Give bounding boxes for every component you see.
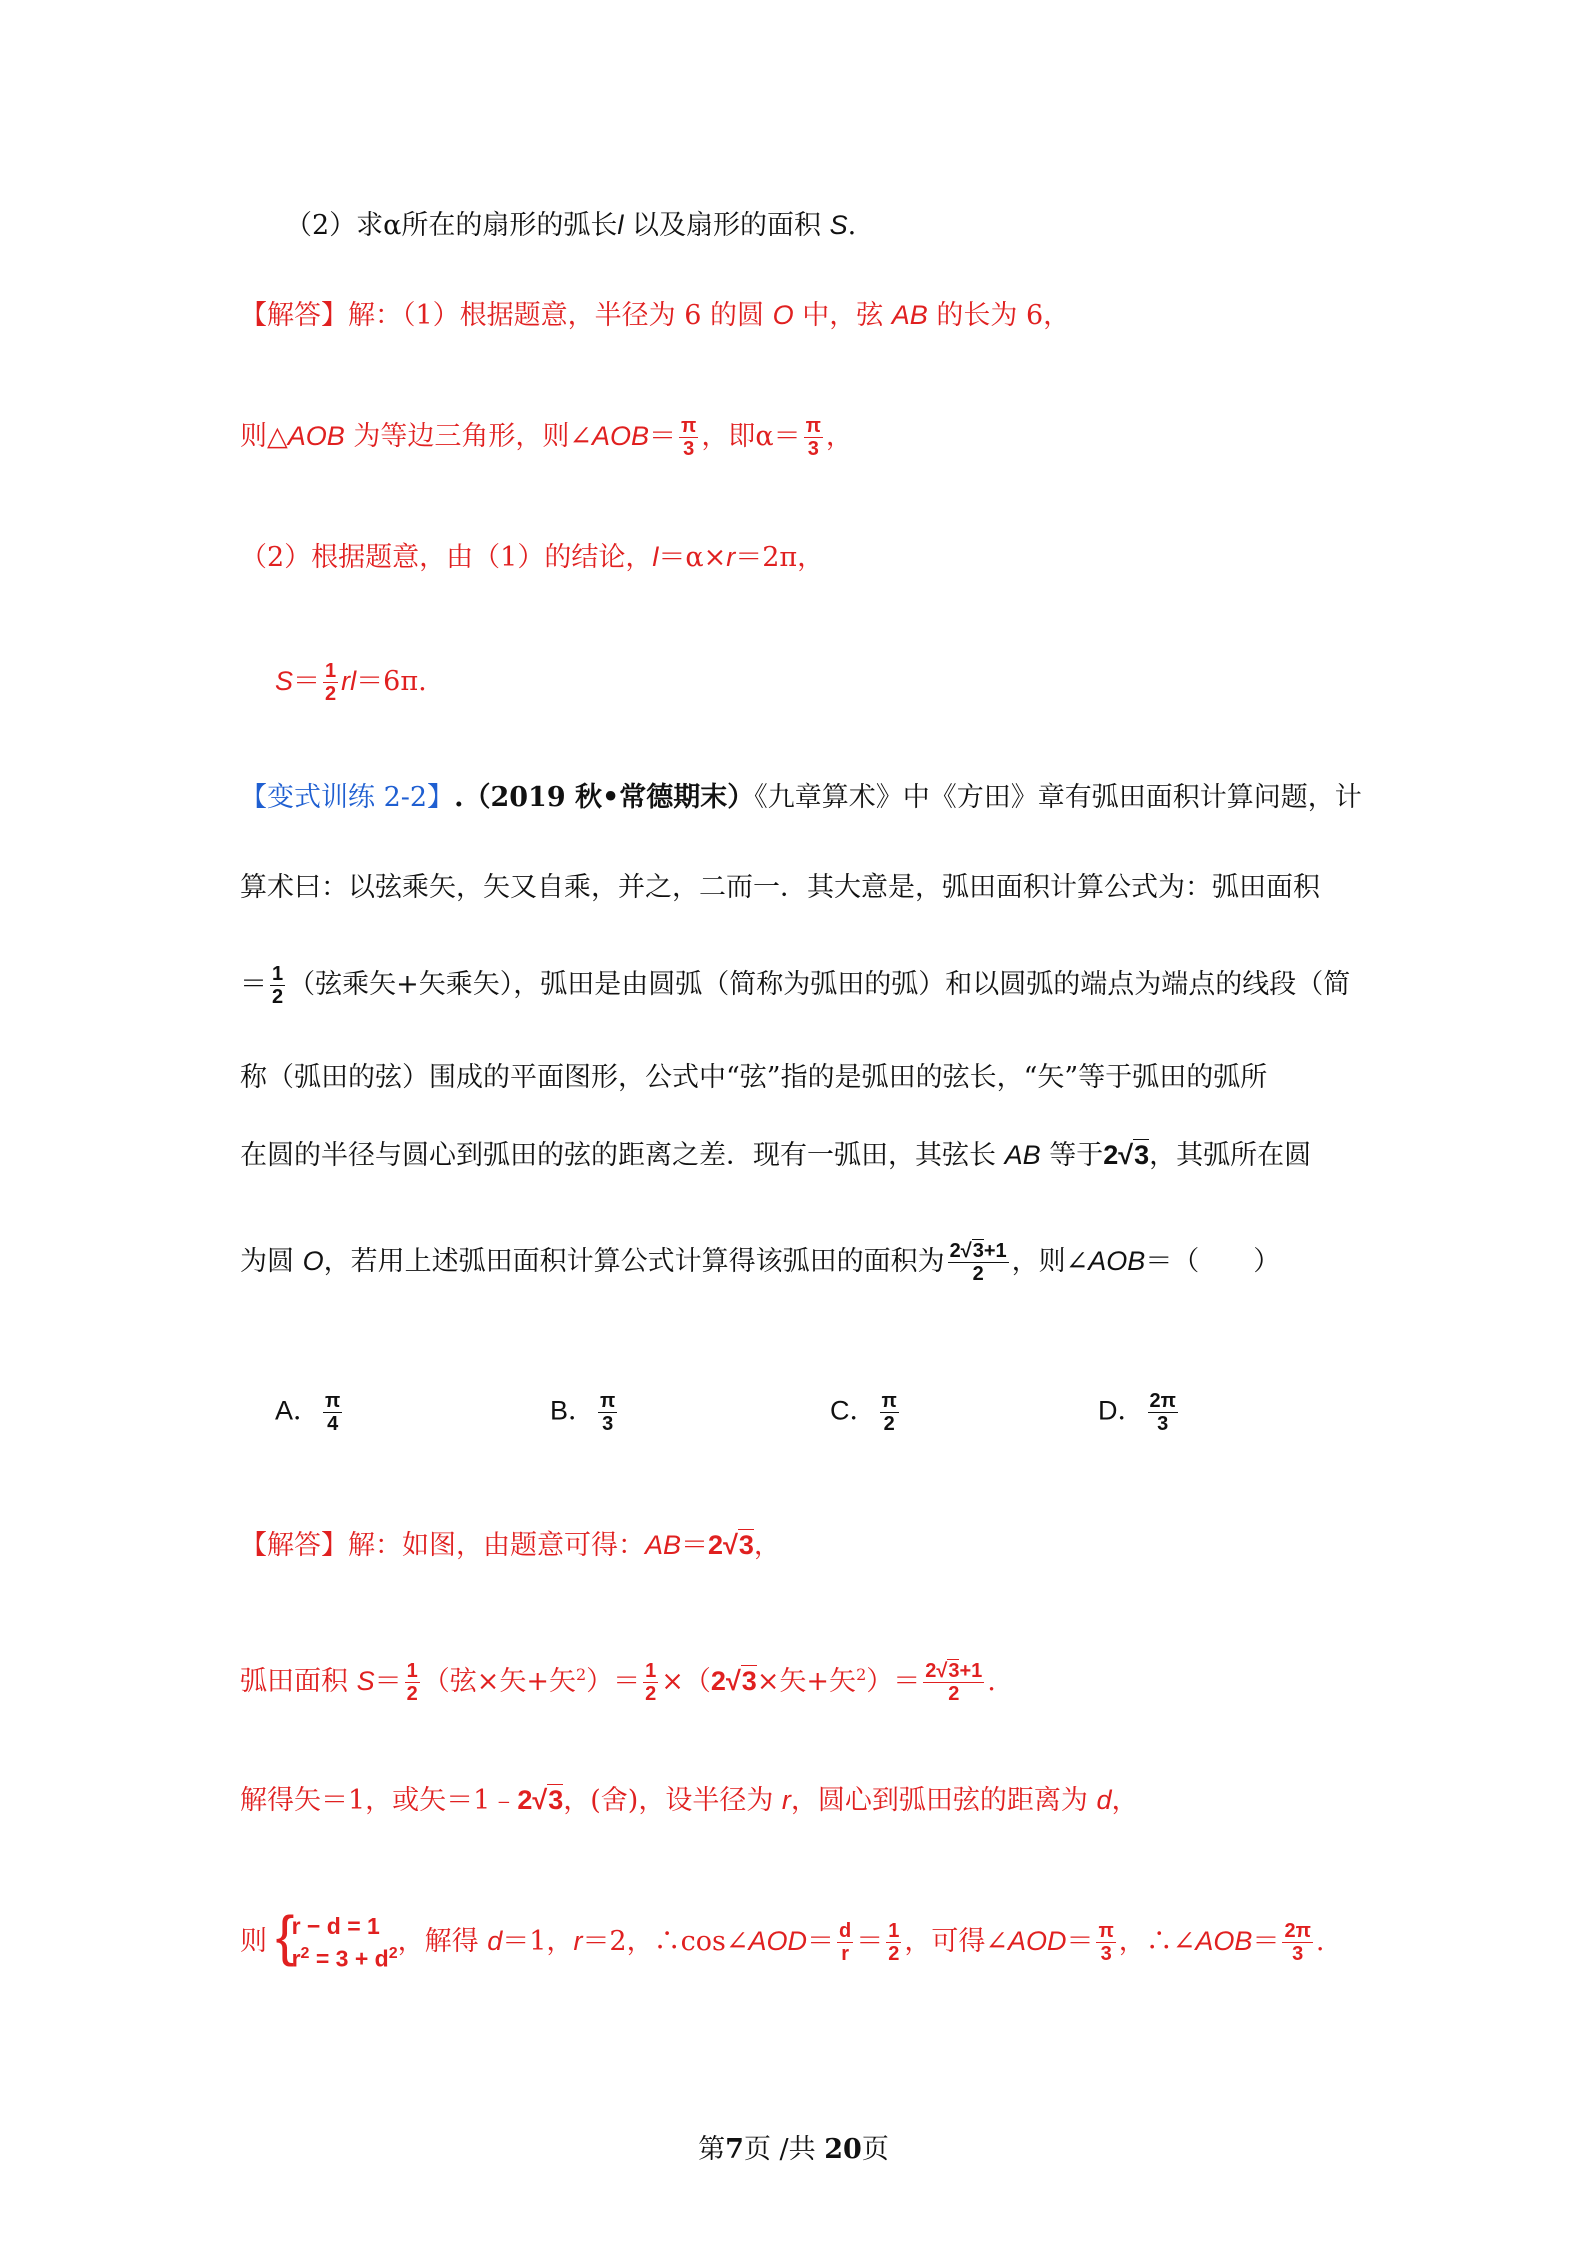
var-s: S	[275, 666, 294, 696]
denominator: 2	[272, 986, 284, 1008]
option-label: D．	[1098, 1395, 1145, 1426]
text: 等于	[1040, 1140, 1104, 1171]
coefficient: 2	[1103, 1140, 1119, 1170]
text: 解：如图，由题意可得：	[348, 1530, 645, 1561]
numerator: 1	[406, 1660, 418, 1682]
text: 解：（1）根据题意，半径为 6 的圆	[348, 300, 773, 331]
answer2-line-2	[240, 1655, 1355, 1705]
text: .	[1315, 1925, 1325, 1957]
radicand: 3	[1134, 1140, 1150, 1170]
answer-tag: 【解答】	[240, 300, 348, 331]
coefficient: 2	[949, 1240, 961, 1262]
radicand: 3	[738, 1530, 754, 1560]
fraction	[880, 1390, 899, 1435]
denominator: 3	[1148, 1412, 1178, 1435]
fraction	[405, 1660, 420, 1705]
denominator: 2	[325, 683, 337, 705]
fraction	[323, 1390, 342, 1435]
text: ＝	[374, 1666, 402, 1697]
var-aob: AOB	[287, 421, 345, 451]
exponent: 2	[575, 1665, 587, 1684]
text: ＝1，	[502, 1925, 574, 1957]
denominator: 2	[406, 1683, 418, 1705]
numerator: 1	[325, 660, 337, 682]
text: （2）求α所在的扇形的弧长	[285, 210, 618, 241]
exponent: 2	[856, 1665, 867, 1684]
var-d: d	[1096, 1785, 1112, 1815]
text: ＝α×	[658, 542, 727, 573]
text: ＝	[649, 421, 677, 452]
sqrt-expression: 2√3	[517, 1785, 564, 1815]
exercise-title	[240, 778, 1362, 818]
denominator: 4	[323, 1412, 342, 1435]
answer-line-3	[240, 537, 1355, 578]
text: 则	[240, 1925, 276, 1957]
text: ，即α＝	[701, 421, 801, 452]
fraction	[643, 1660, 658, 1705]
text: ）＝	[866, 1666, 921, 1697]
denominator: 3	[1100, 1942, 1112, 1965]
text: 算术曰：以弦乘矢，矢又自乘，并之，二而一．其大意是，弧田面积计算公式为：弧田面积	[240, 872, 1320, 903]
text: 弧田面积	[240, 1666, 357, 1697]
term: r	[291, 1945, 301, 1972]
denominator: 2	[948, 1683, 960, 1705]
var-s: S	[829, 210, 848, 240]
numerator: d	[839, 1919, 852, 1942]
var-ab: AB	[891, 300, 928, 330]
text: ，圆心到弧田弦的距离为	[790, 1785, 1097, 1816]
numerator: π	[881, 1390, 897, 1412]
radicand: 3	[948, 1660, 960, 1682]
denominator: 2	[888, 1942, 900, 1965]
numerator: 1	[645, 1660, 657, 1682]
text: ，其弧所在圆	[1149, 1140, 1312, 1171]
fraction	[1282, 1920, 1312, 1965]
text: 页	[861, 2134, 889, 2165]
denominator: 2	[880, 1412, 899, 1435]
equation-system	[275, 1904, 398, 1973]
text: 第	[698, 2134, 726, 2165]
text: ×矢+矢	[756, 1666, 857, 1697]
text: .	[987, 1666, 996, 1697]
text: 《九章算术》中《方田》章有弧田面积计算问题，计	[754, 782, 1362, 813]
fraction	[1096, 1920, 1115, 1965]
exercise-text-line	[240, 868, 1355, 908]
var-d: d	[487, 1925, 503, 1956]
var-aob: AOB	[592, 421, 650, 451]
fraction	[1148, 1390, 1178, 1435]
text: 为等边三角形，则∠	[344, 421, 593, 452]
fraction	[886, 1920, 901, 1965]
text: ，	[753, 1530, 781, 1561]
text: ＝	[293, 666, 321, 697]
term: = 3 + d	[309, 1945, 389, 1972]
exercise-source: .（2019 秋•常德期末）	[454, 782, 755, 813]
total-page-count: 20	[824, 2134, 862, 2165]
sqrt-expression: 2√3	[708, 1530, 754, 1560]
question-part-2	[285, 205, 1400, 246]
sqrt-expression: 2√3	[1103, 1140, 1150, 1170]
numerator: 2√3+1	[949, 1240, 1007, 1262]
option-d[interactable]	[1098, 1390, 1181, 1435]
denominator: r	[841, 1942, 849, 1965]
var-aob: AOB	[1088, 1246, 1146, 1276]
exercise-text-line	[240, 963, 1355, 1008]
var-s: S	[356, 1666, 375, 1696]
fraction	[679, 415, 698, 460]
answer-line-1	[240, 295, 1355, 336]
coefficient: 2	[710, 1666, 726, 1696]
var-rl: rl	[341, 666, 357, 696]
answer-line-4	[275, 660, 1390, 705]
coefficient: 2	[925, 1660, 937, 1682]
answer2-line-3	[240, 1780, 1355, 1821]
numerator: π	[681, 415, 697, 437]
text: （弦×矢+矢	[422, 1666, 576, 1697]
var-r: r	[726, 542, 736, 572]
option-a[interactable]	[275, 1390, 345, 1435]
text: ＝	[240, 969, 267, 1000]
text: ，解得	[397, 1925, 488, 1957]
option-label: B．	[550, 1395, 596, 1426]
text: ，(舍)，设半径为	[563, 1785, 782, 1816]
var-r: r	[573, 1925, 583, 1956]
exercise-text-line	[240, 1240, 1355, 1285]
fraction	[323, 660, 338, 705]
text: ，	[825, 421, 853, 452]
equation-row-2	[292, 1940, 398, 1973]
text: ＝（ ）	[1145, 1246, 1281, 1277]
text: ，可得∠	[904, 1925, 1008, 1957]
numerator: 1	[888, 1919, 900, 1942]
denominator: 3	[683, 438, 695, 460]
var-ab: AB	[645, 1530, 682, 1560]
current-page-number: 7	[725, 2134, 744, 2165]
exponent: 2	[300, 1945, 310, 1962]
denominator: 2	[972, 1263, 984, 1285]
option-c[interactable]	[830, 1390, 902, 1435]
text: ，则∠	[1011, 1246, 1089, 1277]
text: 页 /共	[743, 2134, 825, 2165]
text: ＝6π.	[356, 666, 427, 697]
text: ＝	[856, 1925, 884, 1957]
fraction	[598, 1390, 617, 1435]
text: ×（	[661, 1666, 711, 1697]
text: （弦乘矢+矢乘矢），弧田是由圆弧（简称为弧田的弧）和以圆弧的端点为端点的线段（简	[288, 969, 1351, 1000]
equation-row-1: r − d = 1	[291, 1913, 380, 1939]
text: 在圆的半径与圆心到弧田的弦的距离之差．现有一弧田，其弦长	[240, 1140, 1005, 1171]
text: 中，弦	[793, 300, 892, 331]
denominator: 3	[807, 438, 819, 460]
numerator: π	[805, 415, 821, 437]
fraction	[923, 1660, 984, 1705]
coefficient: 2	[517, 1785, 533, 1815]
fraction	[270, 963, 285, 1008]
radicand: 3	[972, 1240, 984, 1262]
text: ，	[1111, 1785, 1139, 1816]
text: ，∴∠	[1118, 1925, 1196, 1957]
text: .	[847, 210, 857, 241]
fraction	[837, 1920, 853, 1965]
var-o: O	[302, 1246, 324, 1276]
exercise-text-line	[240, 1135, 1355, 1176]
numerator: π	[325, 1390, 341, 1412]
answer-line-2	[240, 415, 1355, 460]
text: ）＝	[586, 1666, 641, 1697]
option-label: C．	[830, 1395, 877, 1426]
radicand: 3	[741, 1666, 757, 1696]
exercise-tag: 【变式训练 2-2】	[240, 782, 455, 813]
page-footer	[0, 2130, 1587, 2170]
text: ＝	[807, 1925, 834, 1957]
brace-icon: {	[275, 1904, 295, 1967]
option-label: A．	[275, 1395, 321, 1426]
fraction	[948, 1240, 1009, 1285]
exponent: 2	[388, 1945, 398, 1962]
fraction	[804, 415, 823, 460]
var-r: r	[781, 1785, 791, 1815]
numerator: π	[1098, 1919, 1114, 1942]
text: ，若用上述弧田面积计算公式计算得该弧田的面积为	[323, 1246, 945, 1277]
text: ＝2π，	[735, 542, 825, 573]
var-ab: AB	[1004, 1140, 1041, 1170]
answer2-line-1	[240, 1525, 1355, 1566]
numerator: π	[600, 1390, 616, 1412]
text: ＝2，∴cos∠	[582, 1925, 749, 1957]
sqrt-expression: 2√3	[710, 1666, 757, 1696]
var-o: O	[772, 300, 794, 330]
denominator: 3	[598, 1412, 617, 1435]
text: 称（弧田的弦）围成的平面图形，公式中“弦”指的是弧田的弦长，“矢”等于弧田的弧所	[240, 1062, 1268, 1093]
text: 则△	[240, 421, 288, 452]
var-aob: AOB	[1195, 1925, 1253, 1956]
coefficient: 2	[708, 1530, 724, 1560]
numerator-tail: +1	[983, 1240, 1007, 1262]
var-l: l	[617, 210, 624, 240]
text: 解得矢＝1，或矢＝1﹣	[240, 1785, 518, 1816]
numerator: 1	[272, 963, 284, 985]
denominator: 3	[1292, 1942, 1304, 1965]
numerator: 2√3+1	[925, 1660, 983, 1682]
text: ＝	[1252, 1925, 1280, 1957]
var-aod: AOD	[748, 1925, 807, 1956]
text: 以及扇形的面积	[623, 210, 830, 241]
text: （2）根据题意，由（1）的结论，	[240, 542, 653, 573]
numerator: 2π	[1284, 1919, 1311, 1942]
numerator-tail: +1	[959, 1660, 983, 1682]
option-b[interactable]	[550, 1390, 620, 1435]
answer-tag: 【解答】	[240, 1530, 348, 1561]
radicand: 3	[548, 1785, 564, 1815]
var-aod: AOD	[1007, 1925, 1067, 1956]
text: 为圆	[240, 1246, 303, 1277]
text: ＝	[1066, 1925, 1094, 1957]
exercise-text-line	[240, 1058, 1355, 1098]
answer2-line-4	[240, 1904, 1355, 1973]
text: ＝	[681, 1530, 709, 1561]
numerator: 2π	[1149, 1390, 1176, 1412]
denominator: 2	[645, 1683, 657, 1705]
text: 的长为 6，	[927, 300, 1071, 331]
var-l: l	[652, 542, 659, 572]
